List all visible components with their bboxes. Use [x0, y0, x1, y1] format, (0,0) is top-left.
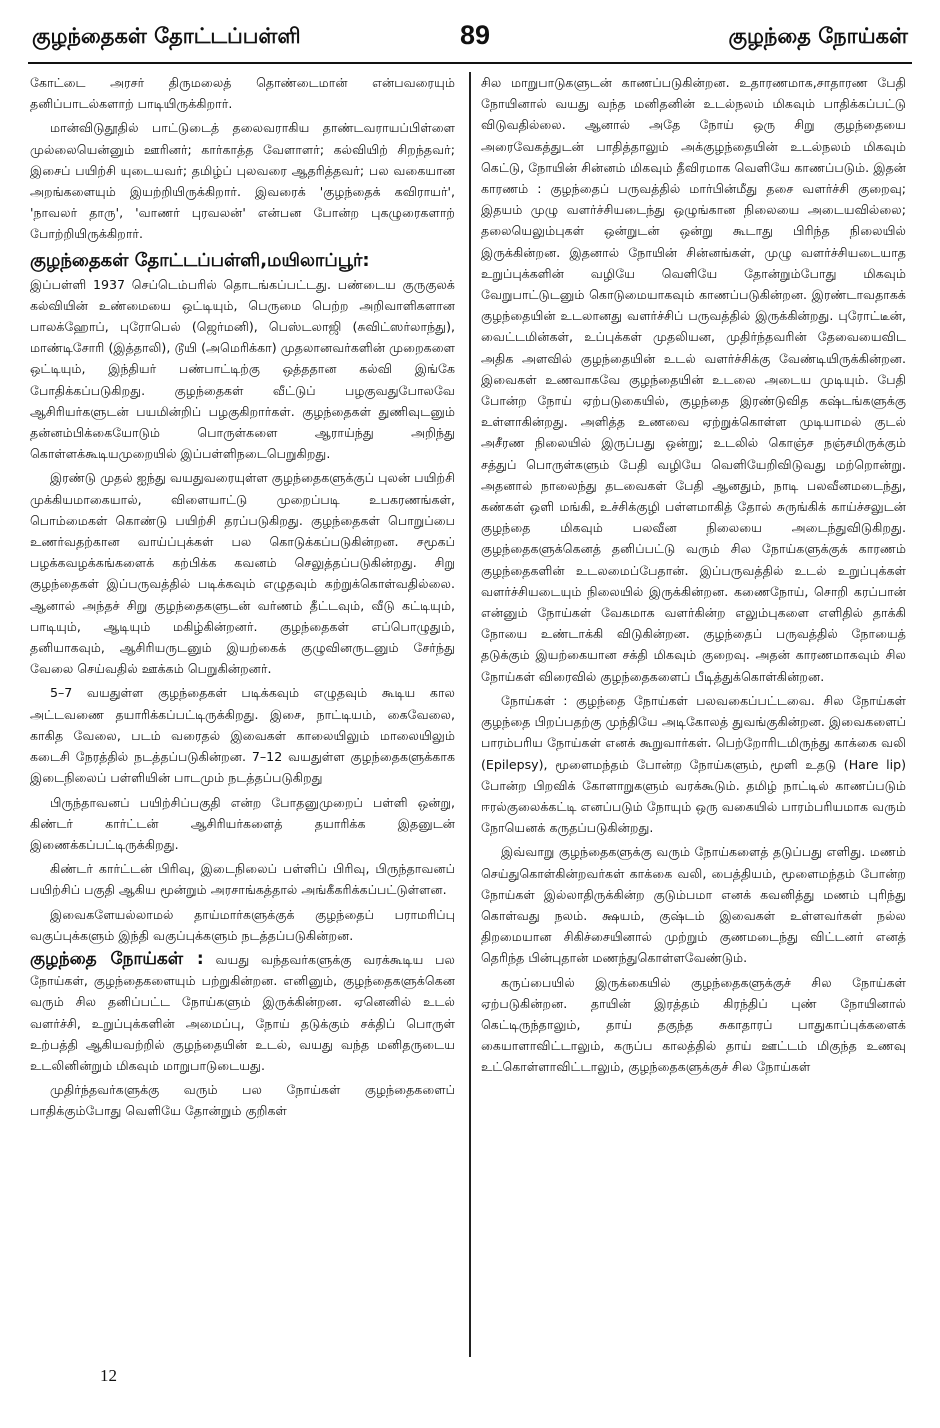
running-title-right: குழந்தை நோய்கள் — [728, 24, 908, 48]
paragraph: இவைகளேயல்லாமல் தாய்மார்களுக்குக் குழந்தைப் பராமரிப்பு வகுப்புக்களும் இந்தி வகுப்புக்களும் நடத்தப்படுகின்றன. — [30, 906, 455, 943]
section-heading: குழந்தை நோய்கள் : — [30, 948, 204, 969]
page-footer-marker: 12 — [100, 1366, 117, 1385]
paragraph: முதிர்ந்தவர்களுக்கு வரும் பல நோய்கள் குழந்தைகளைப் பாதிக்கும்போது வெளியே தோன்றும் குறிகள் — [30, 1082, 455, 1119]
right-column — [481, 72, 906, 1357]
paragraph: கோட்டை அரசர் திருமலைத் தொண்டைமான் என்பவரையும் தனிப்பாடல்களாற் பாடியிருக்கிறார். — [30, 75, 455, 112]
paragraph: கருப்பையில் இருக்கையில் குழந்தைகளுக்குச் சில நோய்கள் ஏற்படுகின்றன. தாயின் இரத்தம் கிரந்திப் புண் நோயினால் கெட்டிருந்தாலும், தாய் தகுந்த சுகாதாரப் பாதுகாப்புக்களைக் கையாளாவிட்டாலும், கருப்ப காலத்தில் தாய் ஊட்டம் மிகுந்த உணவு உட்கொள்ளாவிட்டாலும், குழந்தைகளுக்குச் சில நோய்கள் — [481, 974, 906, 1075]
paragraph: பிருந்தாவனப் பயிற்சிப்பகுதி என்ற போதனுமுறைப் பள்ளி ஒன்று, கிண்டர் கார்ட்டன் ஆசிரியர்களைத் தயாரிக்க இதனுடன் இணைக்கப்பட்டிருக்கிறது. — [30, 794, 455, 852]
section-heading: குழந்தைகள் தோட்டப்பள்ளி,மயிலாப்பூர்: — [30, 249, 370, 271]
paragraph: கிண்டர் கார்ட்டன் பிரிவு, இடைநிலைப் பள்ளிப் பிரிவு, பிருந்தாவனப் பயிற்சிப் பகுதி ஆகிய மூன்றும் அரசாங்கத்தால் அங்கீகரிக்கப்பட்டுள்ளன. — [30, 861, 455, 898]
left-column — [30, 72, 455, 1357]
paragraph: நோய்கள் : குழந்தை நோய்கள் பலவகைப்பட்டவை. சில நோய்கள் குழந்தை பிறப்பதற்கு முந்தியே அடிகோலத் துவங்குகின்றன. இவைகளைப் பாரம்பரிய நோய்கள் எனக் கூறுவார்கள். பெற்றோரிடமிருந்து காக்கை வலி (Epilepsy), மூளைமந்தம் போன்ற நோய்களும், மூளி உதடு (Hare lip) போன்ற பிறவிக் கோளாறுகளும் வரக்கூடும். தமிழ் நாட்டில் காணப்படும் ஈரல்குலைக்கட்டி எனப்படும் நோயும் ஒரு வகையில் பாரம்பரியமாக வரும் நோயெனக் கருதப்படுகின்றது. — [481, 692, 906, 836]
page-number: 89 — [460, 20, 491, 50]
paragraph: 5–7 வயதுள்ள குழந்தைகள் படிக்கவும் எழுதவும் கூடிய கால அட்டவணை தயாரிக்கப்பட்டிருக்கிறது. இசை, நாட்டியம், கைவேலை, காகித வேலை, படம் வரைதல் இவைகள் காலையிலும் மாலையிலும் கடைசி நேரத்தில் நடத்தப்படுகின்றன. 7–12 வயதுள்ள குழந்தைகளுக்காக இடைநிலைப் பள்ளியின் பாடமும் நடத்தப்படுகிறது — [30, 685, 455, 786]
column-divider — [469, 72, 471, 1357]
paragraph: சில மாறுபாடுகளுடன் காணப்படுகின்றன. உதாரணமாக,சாதாரண பேதி நோயினால் வயது வந்த மனிதனின் உடல்நலம் மிகவும் பாதிக்கப்பட்டு விடுவதில்லை. ஆனால் அதே நோய் ஒரு சிறு குழந்தையை அரைவேகத்துடன் பாதித்தாலும் அக்குழந்தையின் உடல்நலம் மிகவும் கெட்டு, நோயின் சின்னம் மிகவும் தீவிரமாக வெளியே காணப்படும். இதன் காரணம் : குழந்தைப் பருவத்தில் மார்பின்மீது தசை வளர்ச்சி குறைவு; இதயம் முழு வளர்ச்சியடைந்து ஒழுங்கான நிலையை அடையவில்லை; தலையெலும்புகள் ஒன்றுடன் ஒன்று கூடாது பிரிந்த நிலையில் இருக்கின்றன. இதனால் நோயின் சின்னங்கள், முழு வளர்ச்சியடையாத உறுப்புக்களின் வழியே வெளியே தோன்றும்போது மிகவும் வேறுபாட்டுடனும் கொடுமையாகவும் காணப்படுகின்றன. இரண்டாவதாகக் குழந்தையின் உடலானது வளர்ச்சிப் பருவத்தில் இருக்கின்றது. புரோட்டீன், வைட்டமின்கள், உப்புக்கள் முதலியன, முதிர்ந்தவரின் தேவையைவிட அதிக அளவில் குழந்தையின் உடல் வளர்ச்சிக்கு வேண்டியிருக்கின்றன. இவைகள் உணவாகவே குழந்தையின் உடலை அடைய முடியும். பேதி போன்ற நோய் ஏற்படுகையில், குழந்தை இரண்டுவித கஷ்டங்களுக்கு உள்ளாகின்றது. அளித்த உணவை ஏற்றுக்கொள்ள முடியாமல் குடல் அசீரண நிலையில் இருப்பது ஒன்று; உடலில் கொஞ்ச நஞ்சமிருக்கும் சத்துப் பொருள்களும் பேதி வழியே வெளியேறிவிடுவது மற்றொன்று. அதனால் நாலைந்து தடவைகள் பேதி ஆனதும், நாடி பலவீனமடைந்து, கண்கள் ஒளி மங்கி, உச்சிக்குழி பள்ளமாகித் தோல் சுருங்கிக் காய்ச்சலுடன் குழந்தை மிகவும் பலவீன நிலையை அடைந்துவிடுகிறது. குழந்தைகளுக்கெனத் தனிப்பட்டு வரும் சில நோய்களுக்குக் காரணம் குழந்தைகளின் உடலமைப்பேதான். இப்பருவத்தில் உடல் உறுப்புக்கள் வளர்ச்சியடையும் நிலையில் இருக்கின்றன. கணைநோய், சொறி கரப்பான் என்னும் நோய்கள் வேகமாக வளர்கின்ற எலும்புகளை எளிதில் தாக்கி நோயை உண்டாக்கி விடுகின்றன. குழந்தைப் பருவத்தில் நோயைத் தடுக்கும் இயற்கையான சக்தி மிகவும் குறைவு. அதன் காரணமாகவும் சில நோய்கள் விரைவில் குழந்தைகளைப் பீடித்துக்கொள்கின்றன. — [481, 75, 906, 684]
paragraph-text: வயது வந்தவர்களுக்கு வரக்கூடிய பல நோய்கள், குழந்தைகளையும் பற்றுகின்றன. எனினும், குழந்தைகளுக்கென வரும் சில தனிப்பட்ட நோய்களும் இருக்கின்றன. ஏனெனில் உடல் வளர்ச்சி, உறுப்புக்களின் அமைப்பு, நோய் தடுக்கும் சக்திப் பொருள் உற்பத்தி ஆகியவற்றில் குழந்தையின் உடல், வயது வந்த மனிதருடைய உடலினின்றும் மிகவும் மாறுபாடுடையது. — [30, 951, 455, 1073]
paragraph: இரண்டு முதல் ஐந்து வயதுவரையுள்ள குழந்தைகளுக்குப் புலன் பயிற்சி முக்கியமாகையால், விளையாட்டு முறைப்படி உபகரணங்கள், பொம்மைகள் கொண்டு பயிற்சி தரப்படுகிறது. குழந்தைகள் பொறுப்பை உணர்வதற்கான வாய்ப்புக்கள் பல கொடுக்கப்படுகின்றன. சமூகப் பழக்கவழக்கங்களைக் கற்பிக்க கவனம் செலுத்தப்படுகின்றது. சிறு குழந்தைகள் இப்பருவத்தில் படிக்கவும் எழுதவும் கற்றுக்கொள்வதில்லை. ஆனால் அந்தச் சிறு குழந்தைகளுடன் வர்ணம் தீட்டவும், வீடு கட்டியும், பாடியும், ஆடியும் மகிழ்கின்றனர். குழந்தைகள் எப்பொழுதும், தனியாகவும், ஆசிரியருடனும் இயற்கைக் குழுவினருடனும் சேர்ந்து வேலை செய்வதில் ஊக்கம் பெறுகின்றனர். — [30, 470, 455, 677]
page-header — [28, 18, 912, 64]
paragraph: இப்பள்ளி 1937 செப்டெம்பரில் தொடங்கப்பட்டது. பண்டைய குருகுலக் கல்வியின் உண்மையை ஒட்டியும், பெருமை பெற்ற அறிவாளிகளான பாலக்ஹோப், புரோபெல் (ஜெர்மனி), பெஸ்டலாஜி (சுவிட்ஸர்லாந்து), மாண்டிசோரி (இத்தாலி), டூயி (அமெரிக்கா) முதலானவர்களின் முறைகளை ஒட்டியும், இந்தியர் பண்பாட்டிற்கு ஒத்ததான கல்வி இங்கே போதிக்கப்படுகிறது. குழந்தைகள் வீட்டுப் பழகுவதுபோலவே ஆசிரியர்களுடன் பயமின்றிப் பழகுகிறார்கள். குழந்தைகள் துணிவுடனும் தன்னம்பிக்கையோடும் பொருள்களை ஆராய்ந்து அறிந்து கொள்ளக்கூடியமுறையில் இப்பள்ளிநடைபெறுகிறது. — [30, 276, 455, 462]
running-title-left: குழந்தைகள் தோட்டப்பள்ளி — [32, 24, 301, 48]
paragraph: இவ்வாறு குழந்தைகளுக்கு வரும் நோய்களைத் தடுப்பது எளிது. மணம் செய்துகொள்கின்றவர்கள் காக்கை வலி, பைத்தியம், மூளைமந்தம் போன்ற நோய்கள் இல்லாதிருக்கின்ற குடும்பமா எனக் கவனித்து மணம் புரிந்து கொள்வது நலம். க்ஷயம், குஷ்டம் இவைகள் உள்ளவர்கள் நல்ல திறமையான சிகிச்சையினால் முற்றும் குணமடைந்து விட்டனர் எனத் தெரிந்த பின்புதான் மணந்துகொள்ளவேண்டும். — [481, 844, 906, 966]
paragraph-with-heading — [30, 949, 455, 1076]
paragraph: மான்விடுதூதில் பாட்டுடைத் தலைவராகிய தாண்டவராயப்பிள்ளை முல்லையென்னும் ஊரினர்; கார்காத்த வேளாளர்; கல்வியிற் சிறந்தவர்; இசைப் பயிற்சி யுடையவர்; தமிழ்ப் புலவரை ஆதரித்தவர்; பல வகையான அறங்களையும் இயற்றியிருக்கிறார். இவரைக் 'குழந்தைக் கவிராயர்', 'நாவலர் தாரு', 'வாணர் புரவலன்' என்பன போன்ற புகழுரைகளாற் போற்றியிருக்கிறார். — [30, 120, 455, 242]
